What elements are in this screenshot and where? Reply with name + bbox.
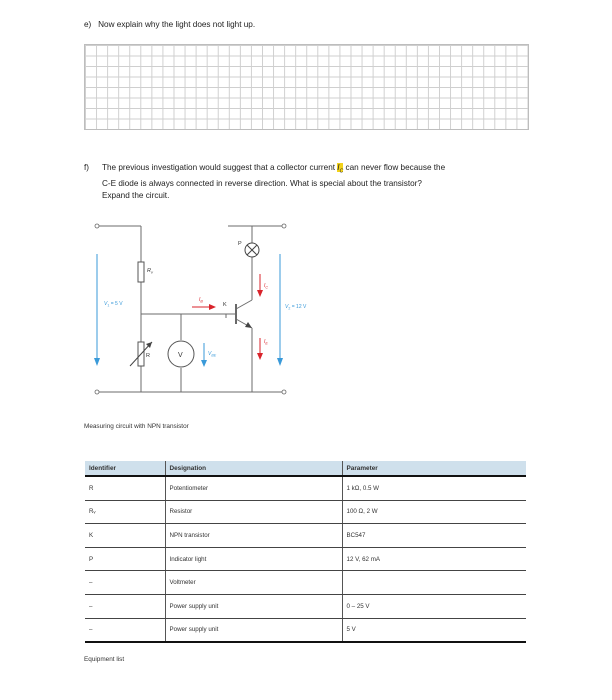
terminal-bottom-right xyxy=(282,390,286,394)
cell-parameter: 1 kΩ, 0.5 W xyxy=(342,476,526,500)
table-row xyxy=(85,594,526,618)
resistor-rv xyxy=(138,262,144,282)
lamp-label: P xyxy=(238,241,242,247)
cell-designation: Power supply unit xyxy=(165,594,342,618)
cell-parameter: 100 Ω, 2 W xyxy=(342,500,526,524)
ie-label: $I_E$ xyxy=(264,339,268,346)
question-e-text: Now explain why the light does not light up. xyxy=(98,20,256,29)
cell-designation: Indicator light xyxy=(165,547,342,571)
vbe-voltage-arrowhead xyxy=(201,360,207,367)
table-row xyxy=(85,547,526,571)
transistor-collector-lead xyxy=(236,300,252,309)
terminal-bottom-left xyxy=(95,390,99,394)
v1-voltage-arrowhead xyxy=(94,358,100,366)
table-row xyxy=(85,571,526,595)
cell-identifier: – xyxy=(85,571,165,595)
v2-voltage-arrowhead xyxy=(277,358,283,366)
ic-label: $I_C$ xyxy=(264,283,268,290)
table-row xyxy=(85,618,526,642)
cell-identifier: K xyxy=(85,524,165,548)
potentiometer-label: R xyxy=(146,353,150,359)
ie-current-arrowhead xyxy=(257,353,263,360)
transistor-label: K xyxy=(223,302,227,308)
vbe-label: $V_{BE}$ xyxy=(208,351,217,358)
collector-current-letter: I xyxy=(337,163,340,172)
question-f-line2: C-E diode is always connected in reverse direction. What is special about the transistor? xyxy=(102,178,422,188)
header-designation: Designation xyxy=(165,461,342,476)
resistor-rv-label: $R_v$ xyxy=(147,268,153,275)
cell-parameter: 5 V xyxy=(342,618,526,642)
v2-label: $V_2 = 12$ V xyxy=(285,304,307,311)
ic-current-arrowhead xyxy=(257,290,263,297)
cell-identifier: – xyxy=(85,594,165,618)
cell-designation: Power supply unit xyxy=(165,618,342,642)
terminal-top-right xyxy=(282,224,286,228)
equipment-caption: Equipment list xyxy=(84,656,125,663)
collector-current-subscript: C xyxy=(339,168,344,175)
table-row xyxy=(85,524,526,548)
cell-parameter: 0 – 25 V xyxy=(342,594,526,618)
cell-identifier: R xyxy=(85,476,165,500)
ib-label: $I_B$ xyxy=(199,297,203,304)
cell-identifier: P xyxy=(85,547,165,571)
cell-designation: Resistor xyxy=(165,500,342,524)
question-f-line1-a: The previous investigation would suggest that a collector current xyxy=(102,163,338,172)
question-f-line3: Expand the circuit. xyxy=(102,190,170,200)
header-parameter: Parameter xyxy=(342,461,526,476)
cell-identifier: Rᵥ xyxy=(85,500,165,524)
question-e-label: e) xyxy=(84,20,92,29)
terminal-top-left xyxy=(95,224,99,228)
table-header-row xyxy=(85,461,526,476)
cell-parameter xyxy=(342,571,526,595)
cell-parameter: BC547 xyxy=(342,524,526,548)
question-f-label: f) xyxy=(84,163,90,172)
circuit-caption: Measuring circuit with NPN transistor xyxy=(84,423,189,430)
voltmeter-label: V xyxy=(178,352,183,359)
cell-designation: Voltmeter xyxy=(165,571,342,595)
ib-current-arrowhead xyxy=(209,304,216,310)
v1-label: $V_1 = 5$ V xyxy=(104,301,123,308)
header-identifier: Identifier xyxy=(85,461,165,476)
equipment-table xyxy=(85,461,526,643)
cell-designation: NPN transistor xyxy=(165,524,342,548)
cell-designation: Potentiometer xyxy=(165,476,342,500)
table-row xyxy=(85,500,526,524)
table-row xyxy=(85,476,526,500)
cell-identifier: – xyxy=(85,618,165,642)
question-f-line1-b: can never flow because the xyxy=(343,163,446,172)
cell-parameter: 12 V, 62 mA xyxy=(342,547,526,571)
